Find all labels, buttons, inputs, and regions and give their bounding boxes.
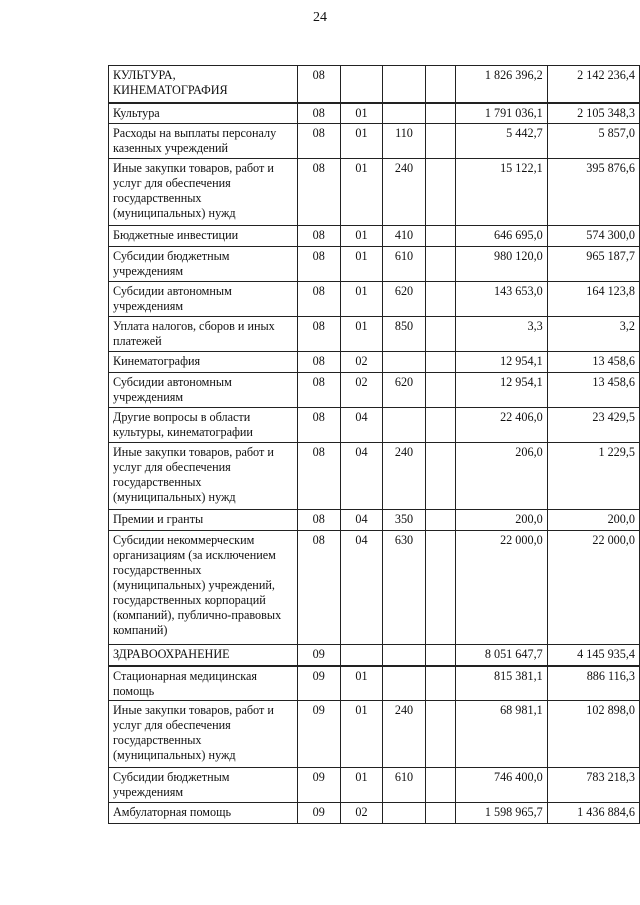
section-code-cell: 08 (297, 531, 340, 645)
empty-cell (425, 247, 456, 282)
empty-cell (425, 124, 456, 159)
row-name-cell: Кинематография (109, 352, 298, 373)
subsection-code-cell: 04 (340, 531, 383, 645)
subsection-code-cell: 01 (340, 282, 383, 317)
subsection-code-cell (340, 66, 383, 103)
table-row (109, 531, 640, 645)
amount-year2-cell: 102 898,0 (547, 701, 639, 768)
empty-cell (425, 531, 456, 645)
section-code-cell: 08 (297, 282, 340, 317)
expense-type-cell: 850 (383, 317, 425, 352)
expense-type-cell (383, 66, 425, 103)
expense-type-cell (383, 803, 425, 824)
amount-year1-cell: 3,3 (456, 317, 547, 352)
amount-year2-cell: 965 187,7 (547, 247, 639, 282)
amount-year1-cell: 22 406,0 (456, 408, 547, 443)
empty-cell (425, 666, 456, 701)
amount-year1-cell: 200,0 (456, 510, 547, 531)
row-name-cell: Иные закупки товаров, работ и услуг для обеспечения государственных (муниципальных) нужд (109, 701, 298, 768)
row-name-cell: Расходы на выплаты персоналу казенных учреждений (109, 124, 298, 159)
table-row (109, 701, 640, 768)
subsection-code-cell: 02 (340, 373, 383, 408)
row-name-cell: Премии и гранты (109, 510, 298, 531)
subsection-code-cell: 01 (340, 159, 383, 226)
table-row (109, 443, 640, 510)
expense-type-cell: 620 (383, 373, 425, 408)
amount-year1-cell: 815 381,1 (456, 666, 547, 701)
empty-cell (425, 510, 456, 531)
row-name-cell: Стационарная медицинская помощь (109, 666, 298, 701)
row-name-cell: Субсидии бюджетным учреждениям (109, 247, 298, 282)
subsection-code-cell: 01 (340, 768, 383, 803)
expense-type-cell (383, 408, 425, 443)
subsection-code-cell: 04 (340, 443, 383, 510)
amount-year2-cell: 4 145 935,4 (547, 645, 639, 666)
amount-year1-cell: 646 695,0 (456, 226, 547, 247)
row-name-cell: КУЛЬТУРА, КИНЕМАТОГРАФИЯ (109, 66, 298, 103)
expense-type-cell: 350 (383, 510, 425, 531)
empty-cell (425, 282, 456, 317)
amount-year2-cell: 22 000,0 (547, 531, 639, 645)
subsection-code-cell: 01 (340, 226, 383, 247)
section-code-cell: 08 (297, 510, 340, 531)
subsection-code-cell: 04 (340, 510, 383, 531)
section-code-cell: 08 (297, 408, 340, 443)
amount-year1-cell: 746 400,0 (456, 768, 547, 803)
empty-cell (425, 701, 456, 768)
amount-year2-cell: 164 123,8 (547, 282, 639, 317)
amount-year2-cell: 13 458,6 (547, 352, 639, 373)
row-name-cell: Субсидии автономным учреждениям (109, 282, 298, 317)
empty-cell (425, 803, 456, 824)
table-row (109, 124, 640, 159)
expense-type-cell (383, 352, 425, 373)
table-row (109, 103, 640, 124)
amount-year2-cell: 13 458,6 (547, 373, 639, 408)
amount-year1-cell: 12 954,1 (456, 352, 547, 373)
subsection-code-cell: 01 (340, 666, 383, 701)
row-name-cell: Амбулаторная помощь (109, 803, 298, 824)
row-name-cell: Уплата налогов, сборов и иных платежей (109, 317, 298, 352)
budget-table (108, 65, 640, 824)
amount-year1-cell: 5 442,7 (456, 124, 547, 159)
table-row (109, 226, 640, 247)
table-row (109, 66, 640, 103)
subsection-code-cell: 02 (340, 803, 383, 824)
empty-cell (425, 159, 456, 226)
table-row (109, 373, 640, 408)
table-row (109, 282, 640, 317)
expense-type-cell: 110 (383, 124, 425, 159)
empty-cell (425, 66, 456, 103)
amount-year1-cell: 15 122,1 (456, 159, 547, 226)
row-name-cell: Бюджетные инвестиции (109, 226, 298, 247)
section-code-cell: 08 (297, 66, 340, 103)
row-name-cell: Иные закупки товаров, работ и услуг для обеспечения государственных (муниципальных) нужд (109, 443, 298, 510)
subsection-code-cell: 04 (340, 408, 383, 443)
amount-year1-cell: 143 653,0 (456, 282, 547, 317)
table-row (109, 510, 640, 531)
section-code-cell: 09 (297, 645, 340, 666)
amount-year2-cell: 5 857,0 (547, 124, 639, 159)
subsection-code-cell: 01 (340, 247, 383, 282)
expense-type-cell: 240 (383, 159, 425, 226)
row-name-cell: ЗДРАВООХРАНЕНИЕ (109, 645, 298, 666)
amount-year2-cell: 574 300,0 (547, 226, 639, 247)
table-body (109, 66, 640, 824)
empty-cell (425, 408, 456, 443)
section-code-cell: 08 (297, 247, 340, 282)
table-row (109, 768, 640, 803)
empty-cell (425, 645, 456, 666)
table-row (109, 317, 640, 352)
amount-year1-cell: 1 791 036,1 (456, 103, 547, 124)
table-row (109, 408, 640, 443)
row-name-cell: Другие вопросы в области культуры, кинематографии (109, 408, 298, 443)
amount-year2-cell: 23 429,5 (547, 408, 639, 443)
subsection-code-cell (340, 645, 383, 666)
section-code-cell: 09 (297, 666, 340, 701)
row-name-cell: Субсидии бюджетным учреждениям (109, 768, 298, 803)
section-code-cell: 08 (297, 317, 340, 352)
section-code-cell: 08 (297, 373, 340, 408)
expense-type-cell: 240 (383, 443, 425, 510)
amount-year1-cell: 68 981,1 (456, 701, 547, 768)
table-row (109, 247, 640, 282)
expense-type-cell: 610 (383, 768, 425, 803)
table-row (109, 645, 640, 666)
empty-cell (425, 373, 456, 408)
table-row (109, 352, 640, 373)
subsection-code-cell: 02 (340, 352, 383, 373)
row-name-cell: Иные закупки товаров, работ и услуг для обеспечения государственных (муниципальных) нужд (109, 159, 298, 226)
section-code-cell: 08 (297, 352, 340, 373)
section-code-cell: 08 (297, 226, 340, 247)
row-name-cell: Субсидии автономным учреждениям (109, 373, 298, 408)
empty-cell (425, 226, 456, 247)
amount-year1-cell: 12 954,1 (456, 373, 547, 408)
subsection-code-cell: 01 (340, 701, 383, 768)
amount-year2-cell: 3,2 (547, 317, 639, 352)
amount-year1-cell: 8 051 647,7 (456, 645, 547, 666)
empty-cell (425, 103, 456, 124)
section-code-cell: 08 (297, 443, 340, 510)
amount-year1-cell: 1 826 396,2 (456, 66, 547, 103)
expense-type-cell: 620 (383, 282, 425, 317)
amount-year1-cell: 1 598 965,7 (456, 803, 547, 824)
section-code-cell: 08 (297, 159, 340, 226)
row-name-cell: Субсидии некоммерческим организациям (за исключением государственных (муниципальных) учреждений, государственных корпораций (компаний), публично-правовых компаний) (109, 531, 298, 645)
section-code-cell: 09 (297, 768, 340, 803)
amount-year1-cell: 22 000,0 (456, 531, 547, 645)
section-code-cell: 08 (297, 124, 340, 159)
subsection-code-cell: 01 (340, 124, 383, 159)
expense-type-cell (383, 645, 425, 666)
amount-year1-cell: 980 120,0 (456, 247, 547, 282)
table-row (109, 666, 640, 701)
section-code-cell: 08 (297, 103, 340, 124)
amount-year1-cell: 206,0 (456, 443, 547, 510)
amount-year2-cell: 2 105 348,3 (547, 103, 639, 124)
empty-cell (425, 317, 456, 352)
amount-year2-cell: 200,0 (547, 510, 639, 531)
empty-cell (425, 443, 456, 510)
expense-type-cell: 240 (383, 701, 425, 768)
amount-year2-cell: 886 116,3 (547, 666, 639, 701)
expense-type-cell (383, 666, 425, 701)
amount-year2-cell: 1 436 884,6 (547, 803, 639, 824)
table-row (109, 803, 640, 824)
expense-type-cell: 630 (383, 531, 425, 645)
expense-type-cell (383, 103, 425, 124)
table-row (109, 159, 640, 226)
page-number: 24 (313, 10, 327, 25)
expense-type-cell: 410 (383, 226, 425, 247)
amount-year2-cell: 783 218,3 (547, 768, 639, 803)
expense-type-cell: 610 (383, 247, 425, 282)
row-name-cell: Культура (109, 103, 298, 124)
subsection-code-cell: 01 (340, 103, 383, 124)
amount-year2-cell: 2 142 236,4 (547, 66, 639, 103)
subsection-code-cell: 01 (340, 317, 383, 352)
section-code-cell: 09 (297, 803, 340, 824)
empty-cell (425, 768, 456, 803)
amount-year2-cell: 395 876,6 (547, 159, 639, 226)
amount-year2-cell: 1 229,5 (547, 443, 639, 510)
empty-cell (425, 352, 456, 373)
section-code-cell: 09 (297, 701, 340, 768)
